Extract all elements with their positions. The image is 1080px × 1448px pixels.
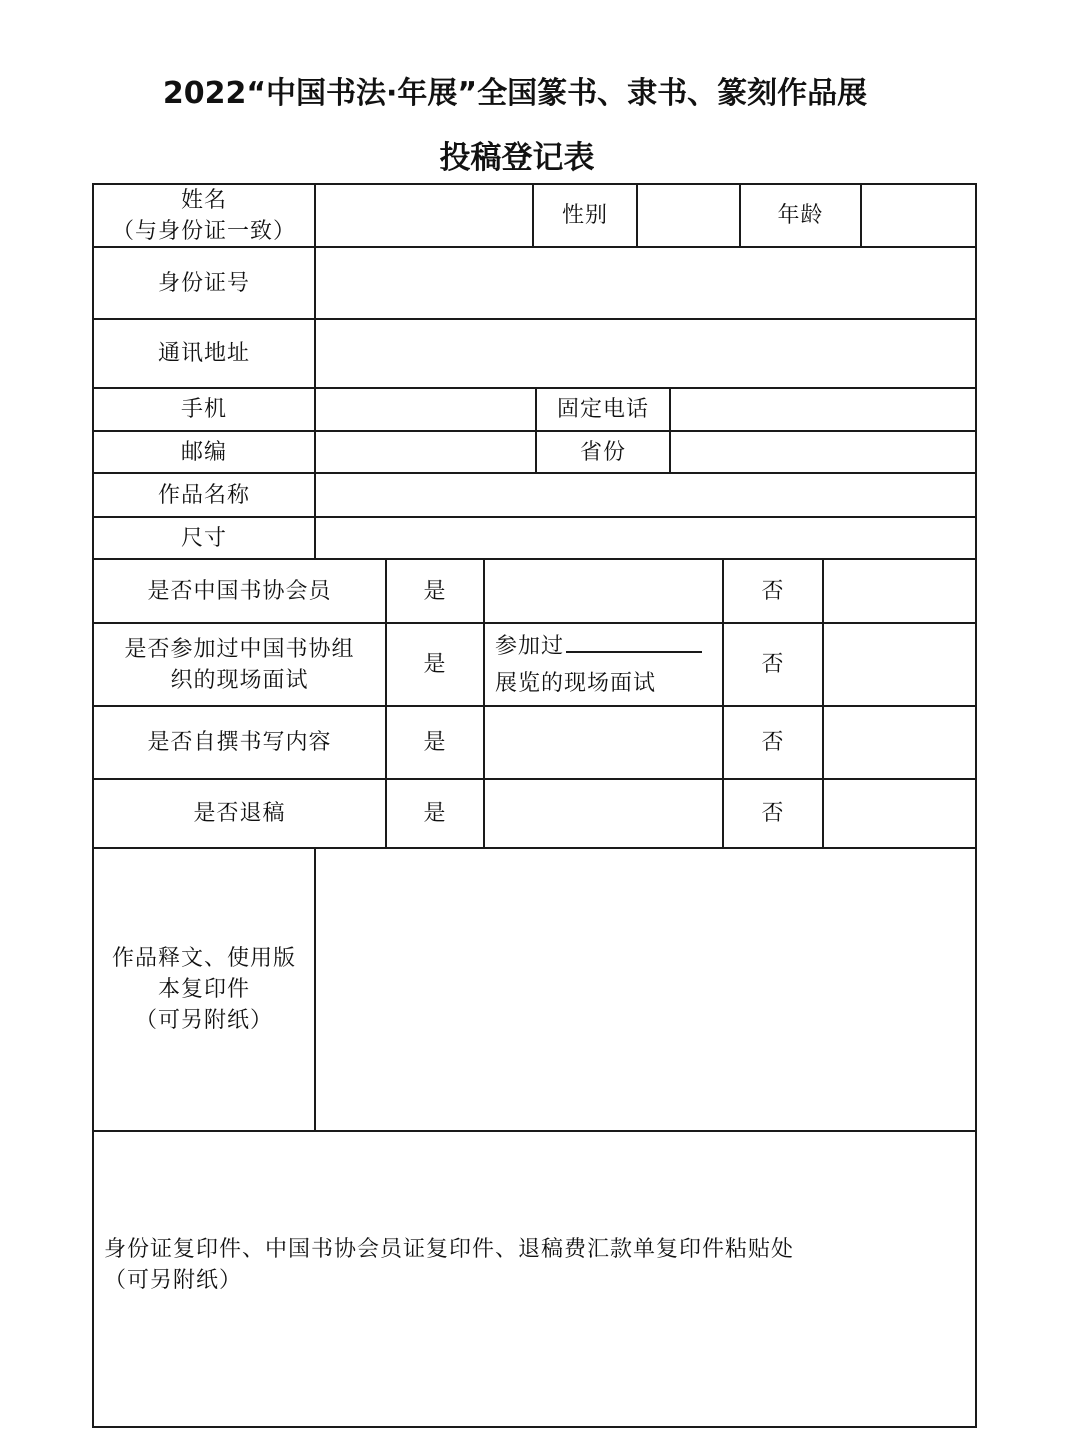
member-yes-field[interactable] — [485, 560, 722, 622]
address-label: 通讯地址 — [157, 341, 250, 366]
age-label: 年龄 — [777, 203, 824, 228]
return-question: 是否退稿 — [193, 801, 286, 826]
table-border-bottom — [92, 1426, 977, 1428]
transcript-field[interactable] — [316, 849, 975, 1130]
self-written-no-label: 否 — [761, 730, 785, 755]
exhibition-name-blank[interactable] — [566, 631, 702, 653]
id-number-label: 身份证号 — [157, 270, 250, 296]
return-yes-label: 是 — [423, 801, 447, 826]
self-written-question: 是否自撰书写内容 — [147, 730, 332, 755]
attachment-note: （可另附纸） — [104, 1268, 243, 1293]
interview-question-line1: 是否参加过中国书协组 — [124, 636, 355, 662]
interview-no-label: 否 — [761, 652, 785, 677]
interview-no-field[interactable] — [824, 624, 975, 705]
interview-question — [94, 624, 385, 705]
size-label: 尺寸 — [180, 525, 227, 551]
name-field[interactable] — [316, 185, 532, 246]
attachment-instruction: 身份证复印件、中国书协会员证复印件、退稿费汇款单复印件粘贴处 — [104, 1237, 795, 1262]
member-yes-label: 是 — [423, 578, 447, 604]
form-title: 2022“中国书法·年展”全国篆书、隶书、篆刻作品展 — [162, 76, 868, 111]
member-question: 是否中国书协会员 — [147, 578, 332, 604]
return-no-label: 否 — [761, 801, 785, 826]
transcript-line1: 作品释文、使用版 — [111, 946, 296, 971]
size-field[interactable] — [316, 518, 975, 558]
self-written-yes-label: 是 — [423, 730, 447, 755]
interview-detail-suffix: 展览的现场面试 — [495, 670, 657, 696]
landline-label: 固定电话 — [556, 397, 649, 422]
return-yes-field[interactable] — [485, 780, 722, 847]
interview-detail-line1 — [495, 631, 702, 662]
interview-question-line2: 织的现场面试 — [170, 667, 309, 693]
name-label: 姓名 — [180, 187, 227, 213]
return-no-field[interactable] — [824, 780, 975, 847]
self-written-no-field[interactable] — [824, 707, 975, 778]
form-subtitle: 投稿登记表 — [439, 140, 595, 176]
province-label: 省份 — [579, 439, 626, 465]
age-field[interactable] — [862, 185, 975, 246]
interview-yes-label: 是 — [423, 652, 447, 677]
member-no-label: 否 — [761, 578, 785, 604]
postcode-label: 邮编 — [180, 439, 227, 465]
province-field[interactable] — [671, 432, 975, 472]
interview-detail-prefix: 参加过 — [495, 633, 565, 659]
work-title-field[interactable] — [316, 474, 975, 516]
gender-field[interactable] — [638, 185, 739, 246]
postcode-field[interactable] — [316, 432, 535, 472]
attachment-area[interactable] — [94, 1132, 975, 1426]
name-label-cell — [94, 185, 314, 246]
landline-field[interactable] — [671, 389, 975, 430]
transcript-line2: 本复印件 — [157, 977, 250, 1002]
address-field[interactable] — [316, 320, 975, 387]
member-no-field[interactable] — [824, 560, 975, 622]
interview-detail-cell[interactable] — [485, 624, 722, 705]
mobile-label: 手机 — [180, 397, 227, 422]
table-border-right — [975, 183, 977, 1428]
name-note: （与身份证一致） — [111, 218, 296, 244]
gender-label: 性别 — [561, 203, 608, 228]
self-written-yes-field[interactable] — [485, 707, 722, 778]
transcript-line3: （可另附纸） — [134, 1008, 273, 1033]
transcript-label — [94, 849, 314, 1130]
work-title-label: 作品名称 — [157, 482, 250, 508]
mobile-field[interactable] — [316, 389, 535, 430]
id-number-field[interactable] — [316, 248, 975, 318]
